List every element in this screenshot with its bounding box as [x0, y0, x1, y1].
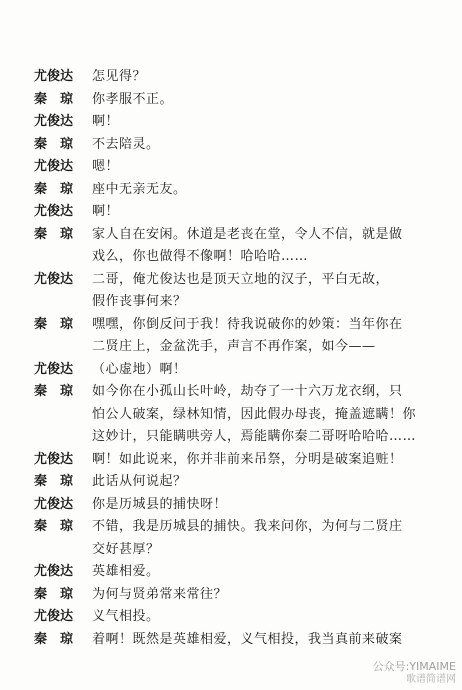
speaker-name: 秦 琼 — [34, 519, 74, 534]
dialogue-line — [34, 134, 434, 157]
speaker-name: 尤俊达 — [34, 69, 74, 84]
dialogue-line — [34, 471, 434, 494]
dialogue-line — [34, 224, 434, 269]
speech-text: 义气相投。 — [92, 609, 160, 624]
speaker-name: 尤俊达 — [34, 564, 74, 579]
speech-text: 此话从何说起？ — [92, 474, 187, 489]
speech-text: 家人自在安闲。休道是老丧在堂，令人不信，就是做 戏么，你也做得不像啊！哈哈哈…… — [92, 226, 403, 264]
watermark-site: 歌谱简谱网 — [406, 674, 456, 685]
speech-text: 啊！如此说来，你并非前来吊祭，分明是破案追赃！ — [92, 451, 403, 467]
speaker-name: 尤俊达 — [34, 204, 74, 219]
dialogue-line — [34, 89, 434, 112]
speaker-name: 秦 琼 — [34, 136, 74, 152]
dialogue-script — [34, 66, 434, 651]
speech-text: 座中无亲无友。 — [92, 181, 187, 197]
speech-text: 嗯！ — [92, 159, 120, 174]
dialogue-line — [34, 111, 434, 134]
speaker-name: 尤俊达 — [34, 271, 74, 287]
speech-text: 你孝服不正。 — [92, 91, 174, 107]
dialogue-line — [34, 201, 434, 224]
speaker-name: 尤俊达 — [34, 496, 74, 512]
dialogue-line — [34, 606, 434, 629]
dialogue-line — [34, 494, 434, 517]
dialogue-line — [34, 561, 434, 584]
speaker-name: 秦 琼 — [34, 91, 74, 107]
dialogue-line — [34, 381, 434, 449]
speech-text: 二哥，俺尤俊达也是顶天立地的汉子，平白无故， 假作丧事何来？ — [92, 271, 390, 309]
speaker-name: 秦 琼 — [34, 631, 74, 647]
speech-text: （心虚地）啊！ — [92, 361, 187, 377]
dialogue-line — [34, 156, 434, 179]
speech-text: 着啊！既然是英雄相爱，义气相投，我当真前来破案 — [92, 631, 403, 647]
speaker-name: 秦 琼 — [34, 384, 74, 399]
speech-text: 啊！ — [92, 114, 120, 129]
speaker-name: 秦 琼 — [34, 226, 74, 242]
speech-text: 怎见得？ — [92, 69, 147, 84]
dialogue-line — [34, 584, 434, 607]
dialogue-line — [34, 359, 434, 382]
dialogue-line — [34, 449, 434, 472]
speech-text: 啊！ — [92, 204, 120, 219]
speaker-name: 尤俊达 — [34, 451, 74, 467]
speech-text: 如今你在小孤山长叶岭，劫夺了一十六万龙衣纲，只 怕公人破案，绿林知情，因此假办母丧，掩盖遮瞒！你 这妙计，只能瞒哄旁人，焉能瞒你秦二哥呀哈哈哈…… — [92, 384, 417, 444]
speech-text: 不去陪灵。 — [92, 136, 160, 152]
speaker-name: 秦 琼 — [34, 181, 74, 197]
speech-text: 不错，我是历城县的捕快。我来问你，为何与二贤庄 交好甚厚？ — [92, 519, 403, 557]
speaker-name: 秦 琼 — [34, 316, 74, 332]
dialogue-line — [34, 179, 434, 202]
dialogue-line — [34, 314, 434, 359]
speaker-name: 秦 琼 — [34, 474, 74, 489]
speech-text: 你是历城县的捕快呀！ — [92, 496, 228, 512]
speaker-name: 尤俊达 — [34, 361, 74, 377]
watermark-brand: 公众号:YIMAIME — [372, 660, 456, 673]
speaker-name: 秦 琼 — [34, 586, 74, 602]
dialogue-line — [34, 66, 434, 89]
dialogue-line — [34, 269, 434, 314]
dialogue-line — [34, 629, 434, 652]
speaker-name: 尤俊达 — [34, 114, 74, 129]
speaker-name: 尤俊达 — [34, 159, 74, 174]
watermark — [373, 660, 456, 686]
speech-text: 为何与贤弟常来常往？ — [92, 586, 228, 602]
speech-text: 嘿嘿，你倒反问于我！待我说破你的妙策：当年你在 二贤庄上，金盆洗手，声言不再作案，如今—— — [92, 316, 403, 354]
speaker-name: 尤俊达 — [34, 609, 74, 624]
speech-text: 英雄相爱。 — [92, 564, 160, 579]
dialogue-line — [34, 516, 434, 561]
